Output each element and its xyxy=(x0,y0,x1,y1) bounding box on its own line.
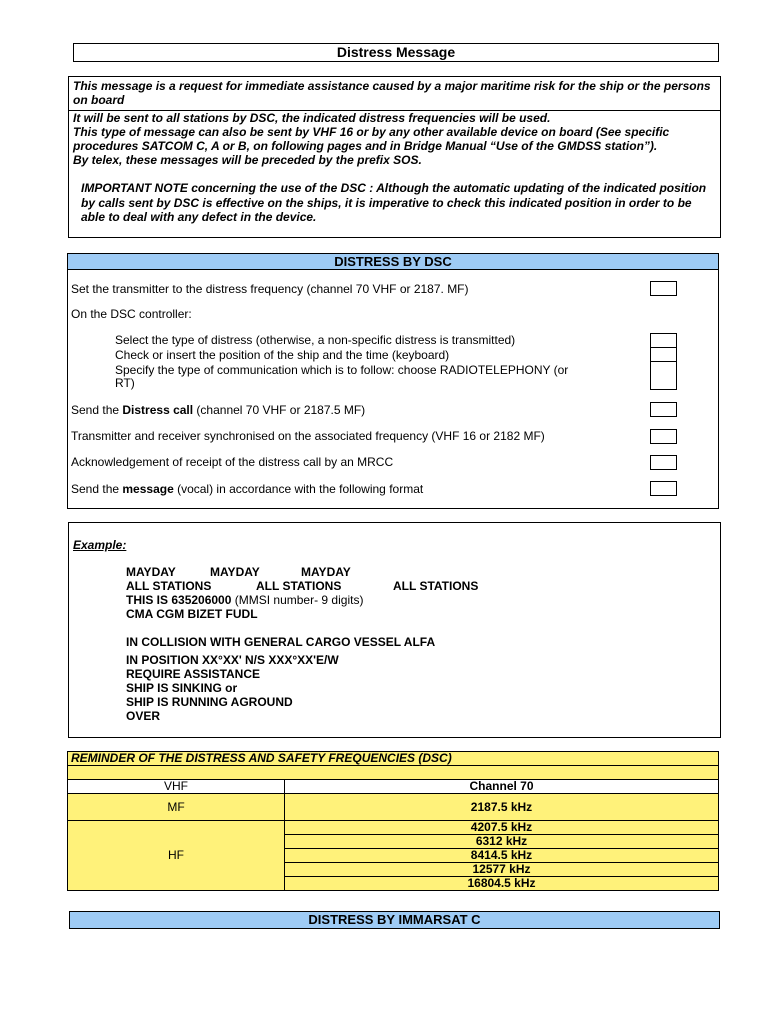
dsc-sub-check-position: Check or insert the position of the ship and the time (keyboard) xyxy=(115,348,450,362)
checkbox-acknowledgement[interactable] xyxy=(650,455,677,470)
mf-value: 2187.5 kHz xyxy=(285,794,719,821)
dsc-step-acknowledgement: Acknowledgement of receipt of the distress call by an MRCC xyxy=(71,455,394,469)
table-row xyxy=(68,752,719,766)
intro-paragraph-1: This message is a request for immediate assistance caused by a major maritime risk for the ship or the persons on board xyxy=(69,77,720,111)
all-stations-1: ALL STATIONS xyxy=(126,579,212,593)
dsc-sub-select-distress: Select the type of distress (otherwise, a non-specific distress is transmitted) xyxy=(115,333,516,347)
checkbox-select-distress[interactable] xyxy=(650,333,677,348)
text-bold: message xyxy=(122,482,174,496)
blank-row xyxy=(68,766,719,780)
mayday-2: MAYDAY xyxy=(210,565,260,579)
page-title: Distress Message xyxy=(73,43,719,62)
checkbox-check-position[interactable] xyxy=(650,347,677,362)
dsc-sub-specify-comm: Specify the type of communication which is to follow: choose RADIOTELEPHONY (or xyxy=(115,363,569,377)
immarsat-section-header: DISTRESS BY IMMARSAT C xyxy=(69,911,720,929)
intro-line-dsc: It will be sent to all stations by DSC, the indicated distress frequencies will be used. xyxy=(73,111,551,125)
mmsi-call: THIS IS 635206000 xyxy=(126,593,232,607)
hf-value: 16804.5 kHz xyxy=(285,877,719,891)
important-note: IMPORTANT NOTE concerning the use of the DSC : Although the automatic updating of the indicated position by calls sent by DSC is effective on the ships, it is imperative to check this indicated position in order to be able to deal with any defect in the device. xyxy=(81,181,707,224)
all-stations-3: ALL STATIONS xyxy=(393,579,479,593)
mmsi-note: (MMSI number- 9 digits) xyxy=(231,593,364,607)
example-label: Example: xyxy=(73,538,127,552)
dsc-step-controller: On the DSC controller: xyxy=(71,307,192,321)
text-part: (channel 70 VHF or 2187.5 MF) xyxy=(193,403,366,417)
dsc-step-synchronise: Transmitter and receiver synchronised on the associated frequency (VHF 16 or 2182 MF) xyxy=(71,429,545,443)
checkbox-set-transmitter[interactable] xyxy=(650,281,677,296)
hf-value: 6312 kHz xyxy=(285,835,719,849)
dsc-checklist xyxy=(67,269,719,509)
collision-line: IN COLLISION WITH GENERAL CARGO VESSEL ALFA xyxy=(126,635,436,649)
table-row xyxy=(68,821,719,835)
over-line: OVER xyxy=(126,709,161,723)
table-row xyxy=(68,780,719,794)
frequency-table xyxy=(67,751,719,891)
ship-name: CMA CGM BIZET FUDL xyxy=(126,607,258,621)
all-stations-2: ALL STATIONS xyxy=(256,579,342,593)
vhf-label: VHF xyxy=(68,780,285,794)
aground-line: SHIP IS RUNNING AGROUND xyxy=(126,695,293,709)
checkbox-send-message[interactable] xyxy=(650,481,677,496)
dsc-sub-specify-comm-cont: RT) xyxy=(115,376,135,390)
intro-line-vhf: This type of message can also be sent by VHF 16 or by any other available device on board (See specific procedures SATCOM C, A or B, on following pages and in Bridge Manual “Use of the GMDSS station”). xyxy=(73,125,670,153)
intro-box xyxy=(68,76,721,238)
position-line: IN POSITION XX°XX' N/S XXX°XX'E/W xyxy=(126,653,339,667)
reminder-header: REMINDER OF THE DISTRESS AND SAFETY FREQUENCIES (DSC) xyxy=(68,752,719,766)
hf-label: HF xyxy=(68,821,285,891)
intro-line-telex: By telex, these messages will be preceded by the prefix SOS. xyxy=(73,153,422,167)
text-bold: Distress call xyxy=(122,403,194,417)
hf-value: 12577 kHz xyxy=(285,863,719,877)
table-row xyxy=(68,766,719,780)
vhf-value: Channel 70 xyxy=(285,780,719,794)
intro-paragraph-2 xyxy=(69,111,720,167)
dsc-step-send-distress-call xyxy=(71,403,365,417)
mayday-1: MAYDAY xyxy=(126,565,176,579)
table-row xyxy=(68,794,719,821)
sinking-line: SHIP IS SINKING or xyxy=(126,681,238,695)
text-part: (vocal) in accordance with the following format xyxy=(173,482,424,496)
checkbox-synchronise[interactable] xyxy=(650,429,677,444)
checkbox-specify-comm[interactable] xyxy=(650,361,677,390)
hf-value: 4207.5 kHz xyxy=(285,821,719,835)
this-is-line xyxy=(126,593,363,607)
dsc-section-header: DISTRESS BY DSC xyxy=(67,253,719,270)
hf-value: 8414.5 kHz xyxy=(285,849,719,863)
text-part: Send the xyxy=(71,482,123,496)
require-line: REQUIRE ASSISTANCE xyxy=(126,667,261,681)
dsc-step-set-transmitter: Set the transmitter to the distress frequency (channel 70 VHF or 2187. MF) xyxy=(71,282,469,296)
text-part: Send the xyxy=(71,403,123,417)
mayday-3: MAYDAY xyxy=(301,565,351,579)
mf-label: MF xyxy=(68,794,285,821)
frequency-reminder xyxy=(67,751,719,897)
dsc-step-send-message xyxy=(71,482,423,496)
example-box xyxy=(68,522,721,738)
checkbox-send-distress-call[interactable] xyxy=(650,402,677,417)
